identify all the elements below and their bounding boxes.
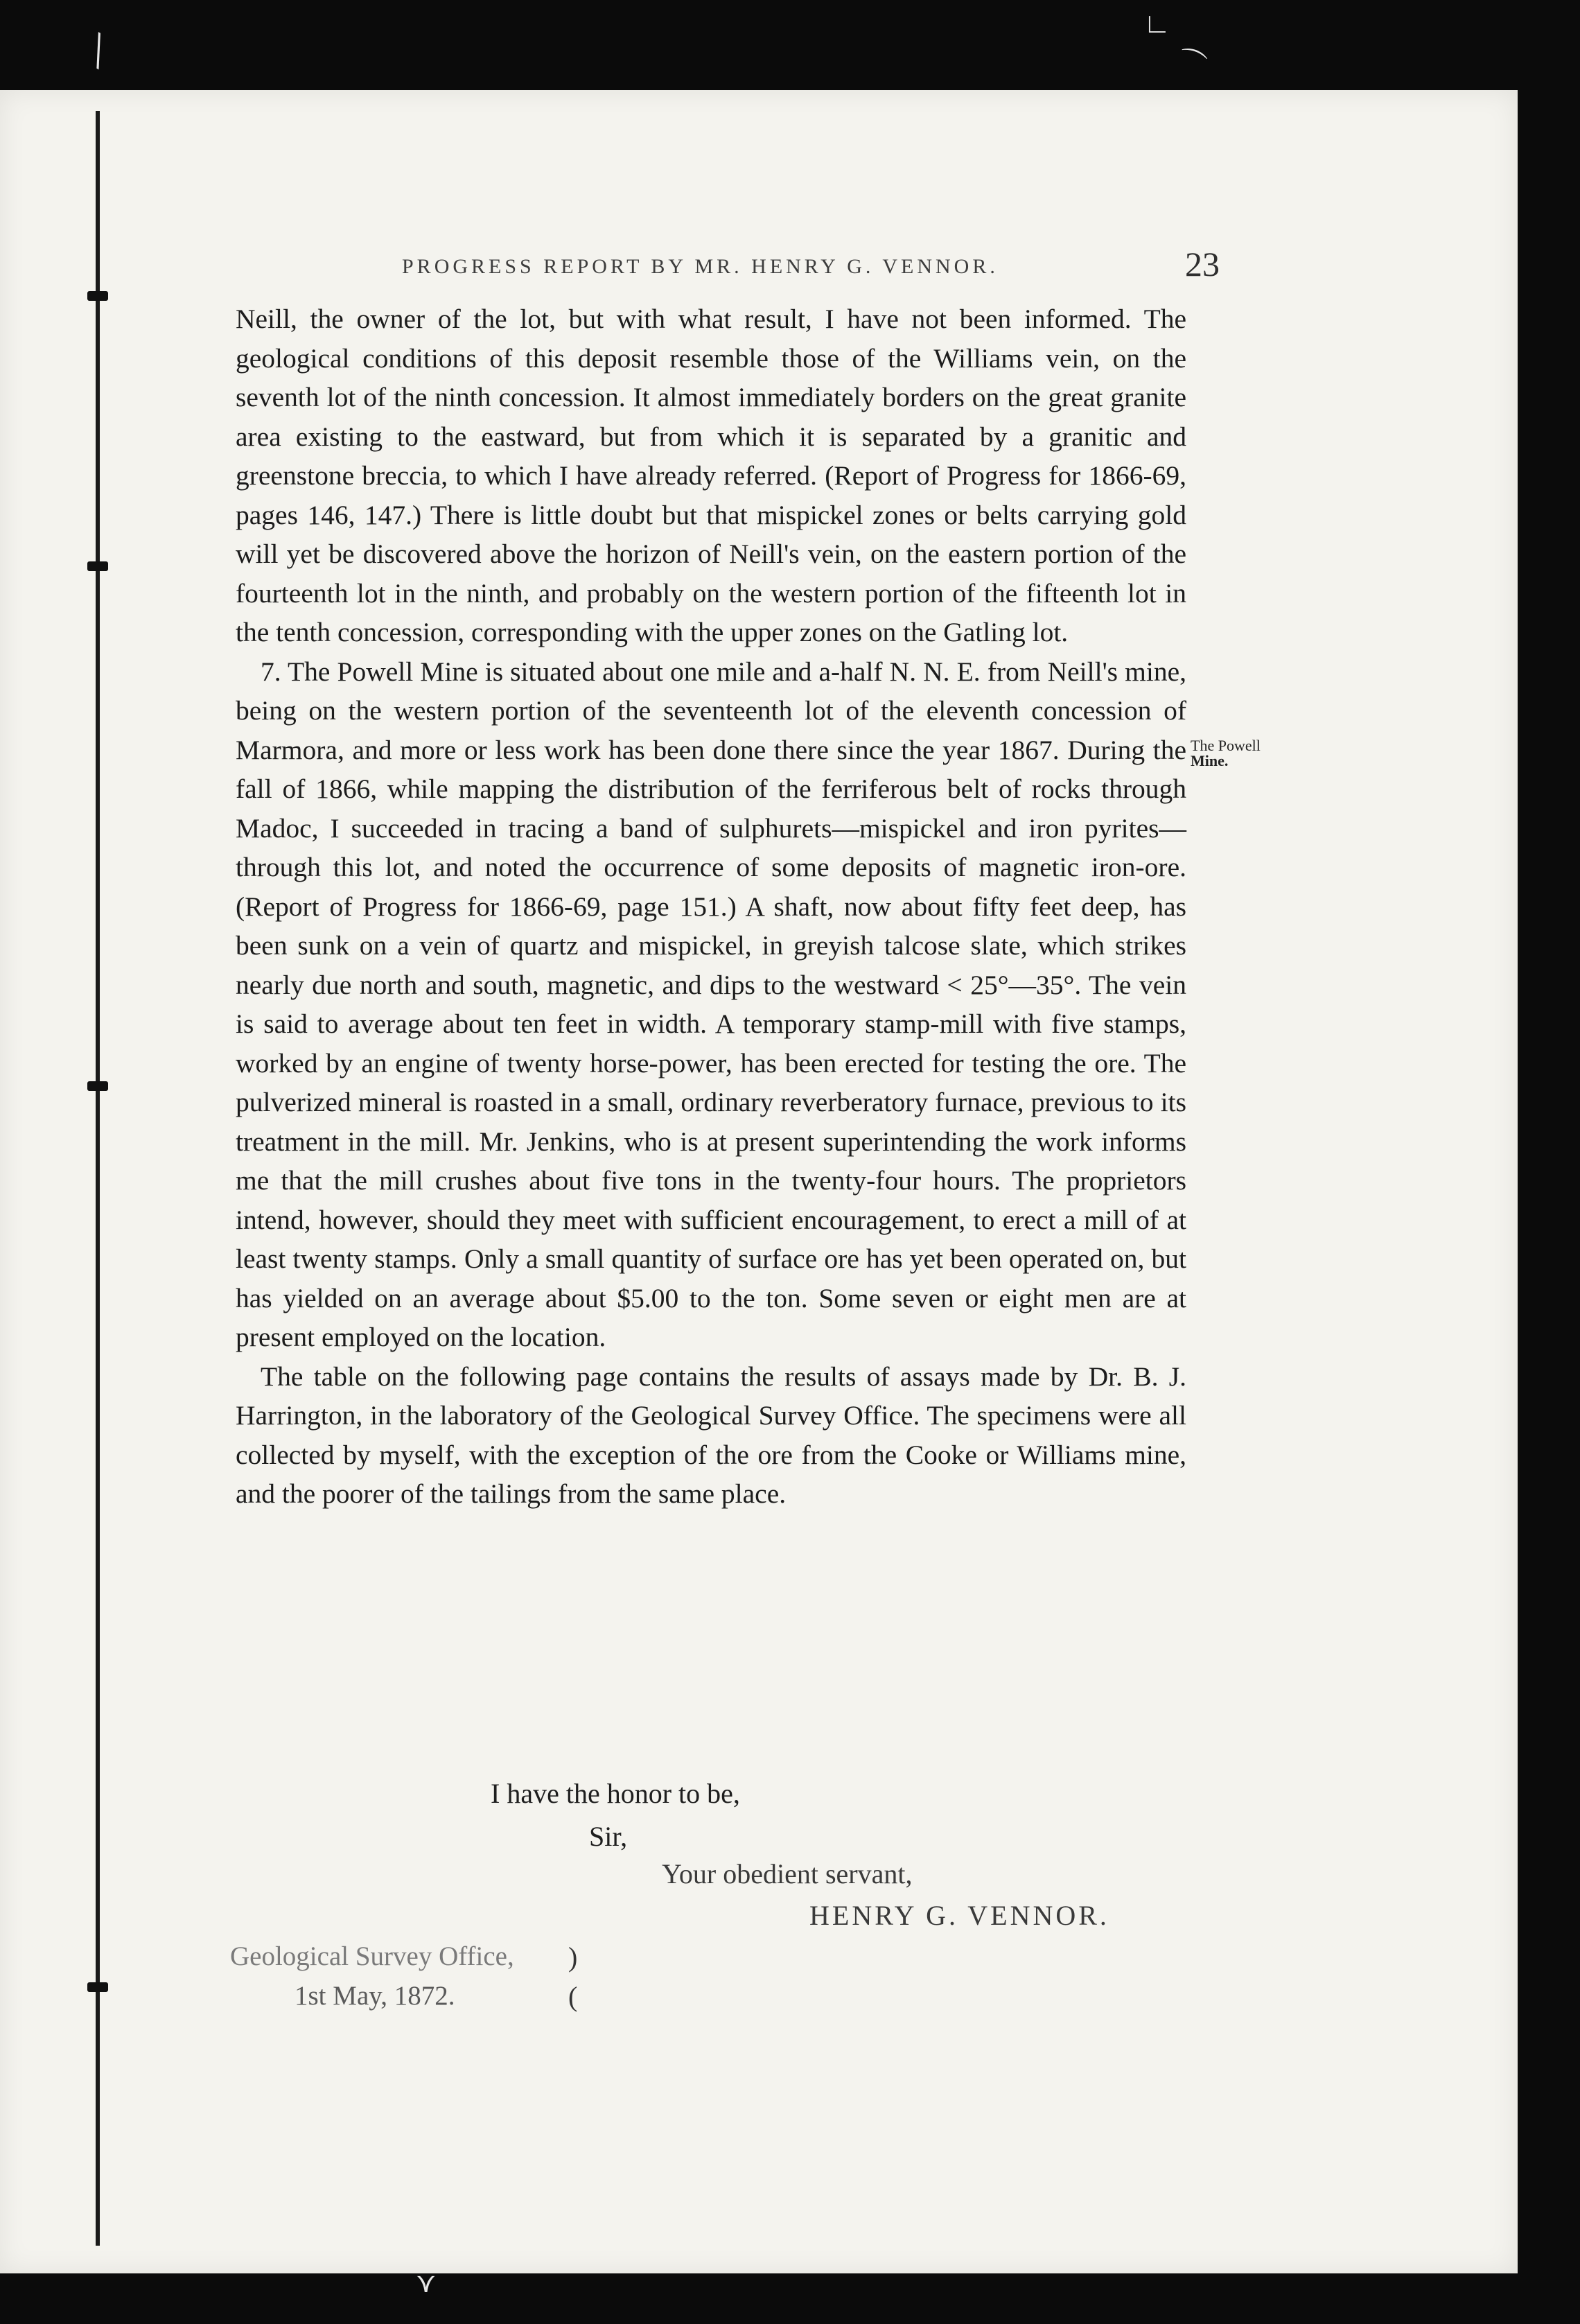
closing-servant: Your obedient servant, — [662, 1858, 913, 1889]
binding-stitch — [87, 561, 108, 571]
scan-artifact: ╲ — [83, 33, 114, 69]
closing-salutation: I have the honor to be, — [491, 1778, 740, 1809]
margin-note-line: Mine. — [1191, 752, 1229, 769]
scan-artifact: ⌒ — [1173, 44, 1210, 83]
dateline-date: 1st May, 1872. — [295, 1981, 455, 2011]
binding-stitch — [87, 291, 108, 301]
scan-artifact: ∟ — [1143, 8, 1171, 39]
paragraph: Neill, the owner of the lot, but with what result, I have not been informed. The geological conditions of this deposit resemble those of the Williams vein, on the seventh lot of the ninth concession. It almost immediately borders on the great granite area existing to the eastward, but from which it is separated by a granitic and greenstone breccia, to which I have already referred. (Report of Progress for 1866-69, pages 146, 147.) There is little doubt but that mispickel zones or belts carrying gold will yet be discovered above the horizon of Neill's vein, on the eastern portion of the fourteenth lot in the ninth, and probably on the western portion of the fifteenth lot in the tenth concession, corresponding with the upper zones on the Gatling lot. — [236, 304, 1186, 647]
dateline-place: Geological Survey Office, — [230, 1941, 514, 1971]
closing-sir: Sir, — [589, 1821, 628, 1852]
brace-mark: ) — [568, 1941, 578, 1973]
binding-stitch — [87, 1081, 108, 1091]
paragraph: The table on the following page contains the results of assays made by Dr. B. J. Harrington, in the laboratory of the Geological Survey Office. The specimens were all collected by myself, with the exception of the ore from the Cooke or Williams mine, and the poorer of the tailings from the same place. — [236, 1361, 1186, 1509]
binding-stitch — [87, 1982, 108, 1992]
scan-artifact: ⋎ — [416, 2267, 437, 2298]
paragraph: 7. The Powell Mine is situated about one mile and a-half N. N. E. from Neill's mine, being on the western portion of the seventeenth lot of the eleventh concession of Marmora, and more or less work has been done there since the year 1867. During the fall of 1866, while mapping the distribution of the ferriferous belt of rocks through Madoc, I succeeded in tracing a band of sulphurets—mispickel and iron pyrites—through this lot, and noted the occurrence of some deposits of magnetic iron-ore. (Report of Progress for 1866-69, page 151.) A shaft, now about fifty feet deep, has been sunk on a vein of quartz and mispickel, in greyish talcose slate, which strikes nearly due north and south, magnetic, and dips to the westward < 25°—35°. The vein is said to average about ten feet in width. A temporary stamp-mill with five stamps, worked by an engine of twenty horse-power, has been erected for testing the ore. The pulverized mineral is roasted in a small, ordinary reverberatory furnace, previous to its treatment in the mill. Mr. Jenkins, who is at present superintending the work informs me that the mill crushes about five tons in the twenty-four hours. The proprietors intend, however, should they meet with sufficient encouragement, to erect a mill of at least twenty stamps. Only a small quantity of surface ore has yet been operated on, but has yielded on an average about $5.00 to the ton. Some seven or eight men are at present employed on the location. — [236, 656, 1186, 1352]
margin-note — [1191, 738, 1329, 769]
running-head: PROGRESS REPORT BY MR. HENRY G. VENNOR. — [402, 255, 999, 278]
body-text — [236, 299, 1186, 1514]
page-number: 23 — [1185, 245, 1220, 283]
signature: HENRY G. VENNOR. — [809, 1900, 1109, 1931]
margin-note-line: The Powell — [1191, 737, 1261, 754]
binding-line — [96, 111, 100, 2246]
brace-mark: ( — [568, 1981, 578, 2012]
